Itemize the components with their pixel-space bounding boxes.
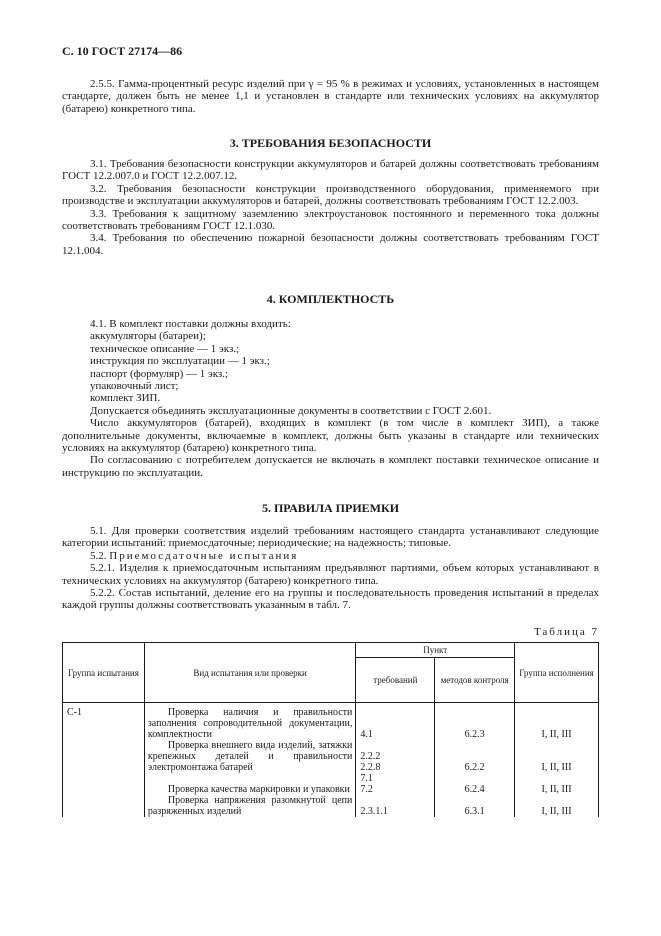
header-kind: Вид испытания или проверки: [144, 643, 356, 703]
paragraph-5-2: [62, 550, 599, 562]
paragraph-5-2-number: 5.2.: [90, 549, 107, 562]
cell-req: 7.1 7.2: [356, 773, 435, 795]
paragraph-4-1-agreement: По согласованию с потребителем допускается не включать в комплект поставки техническое описание и инструкцию по эксплуатации.: [62, 454, 599, 479]
list-item: инструкция по эксплуатации — 1 экз.;: [90, 355, 270, 368]
table-7: [62, 642, 599, 817]
section-3-title: 3. ТРЕБОВАНИЯ БЕЗОПАСНОСТИ: [229, 136, 432, 150]
paragraph-3-4: 3.4. Требования по обеспечению пожарной безопасности должны соответствовать требованиям ГОСТ 12.1.004.: [62, 232, 599, 257]
paragraph-3-1: 3.1. Требования безопасности конструкции аккумуляторов и батарей должны соответствовать требованиям ГОСТ 12.2.007.0 и ГОСТ 12.2.007.12.: [62, 158, 599, 183]
list-item: аккумуляторы (батареи);: [90, 330, 206, 343]
list-item: комплект ЗИП.: [90, 392, 161, 405]
cell-req: 2.3.1.1: [356, 795, 435, 817]
section-4-title: 4. КОМПЛЕКТНОСТЬ: [266, 292, 395, 306]
cell-exec: I, II, III: [515, 703, 599, 741]
header-group: Группа испытания: [63, 643, 145, 703]
paragraph-4-1: 4.1. В комплект поставки должны входить:: [90, 318, 291, 330]
header-req: требований: [356, 658, 435, 703]
cell-group: С-1: [63, 703, 145, 741]
list-item: техническое описание — 1 экз.;: [90, 342, 240, 355]
cell-group: [63, 740, 145, 773]
section-5-body: [62, 525, 599, 612]
table-row: [63, 740, 599, 773]
cell-desc: Проверка наличия и правильности заполнения сопроводительной документации, комплектности: [144, 703, 356, 741]
table-caption: Таблица 7: [533, 626, 599, 638]
paragraph-2-5-5: [62, 78, 599, 115]
paragraph-4-1-count: Число аккумуляторов (батарей), входящих в комплект (в том числе в комплект ЗИП), а также дополнительные документы, включаемые в комплект, должны быть указаны в стандарте или технических условиях на аккумулятор (батарею) конкретного типа.: [62, 417, 599, 455]
paragraph-3-3: 3.3. Требования к защитному заземлению электроустановок постоянного и переменного тока должны соответствовать требованиям ГОСТ 12.1.030.: [62, 207, 599, 233]
cell-method: 6.2.2: [435, 740, 515, 773]
paragraph-5-1: 5.1. Для проверки соответствия изделий требованиям настоящего стандарта устанавливают следующие категории испытаний: приемосдаточные; периодические; на надежность; типовые.: [62, 525, 599, 550]
section-3-body: [62, 158, 599, 257]
paragraph-5-2-2: 5.2.2. Состав испытаний, деление его на группы и последовательность проведения испытаний в пределах каждой группы должны соответствовать указанным в табл. 7.: [62, 587, 599, 612]
cell-desc: Проверка напряжения разомкнутой цепи разряженных изделий: [144, 795, 356, 817]
cell-desc: Проверка качества маркировки и упаковки: [144, 773, 356, 795]
cell-req: 4.1: [356, 703, 435, 741]
cell-desc: Проверка внешнего вида изделий, затяжки крепежных деталей и правильности электромонтажа батарей: [144, 740, 356, 773]
list-item: упаковочный лист;: [90, 380, 179, 393]
table-row: [63, 773, 599, 795]
cell-method: 6.3.1: [435, 795, 515, 817]
cell-group: [63, 773, 145, 795]
header-methods: методов контроля: [435, 658, 515, 703]
paragraph-5-2-title: Приемосдаточные испытания: [109, 549, 299, 562]
section-4-body: [62, 318, 599, 479]
paragraph-4-1-docs: Допускается объединять эксплуатационные документы в соответствии с ГОСТ 2.601.: [90, 404, 492, 417]
cell-group: [63, 795, 145, 817]
header-punkt: Пункт: [356, 643, 515, 658]
cell-exec: I, II, III: [515, 773, 599, 795]
table-row: [63, 795, 599, 817]
cell-method: 6.2.4: [435, 773, 515, 795]
section-5-title: 5. ПРАВИЛА ПРИЕМКИ: [261, 501, 400, 515]
page-header: С. 10 ГОСТ 27174—86: [62, 44, 183, 58]
paragraph-3-2: 3.2. Требования безопасности конструкции производственного оборудования, применяемого при производстве и эксплуатации аккумуляторов и батарей, должны соответствовать требованиям ГОСТ 12.2.003.: [62, 182, 599, 208]
list-item: паспорт (формуляр) — 1 экз.;: [90, 367, 229, 380]
text-2-5-5: 2.5.5. Гамма-процентный ресурс изделий при γ = 95 % в режимах и условиях, установленных в настоящем стандарте, должен быть не менее 1,1 и установлен в стандарте или технических условиях на аккумулятор (батарею) конкретного типа.: [62, 78, 599, 115]
header-exec: Группа исполнения: [515, 643, 599, 703]
cell-req: 2.2.2 2.2.8: [356, 740, 435, 773]
table-row: [63, 703, 599, 741]
cell-exec: I, II, III: [515, 795, 599, 817]
cell-exec: I, II, III: [515, 740, 599, 773]
cell-method: 6.2.3: [435, 703, 515, 741]
paragraph-5-2-1: 5.2.1. Изделия к приемосдаточным испытаниям предъявляют партиями, объем которых устанавливают в технических условиях на аккумулятор (батарею) конкретного типа.: [62, 562, 599, 587]
